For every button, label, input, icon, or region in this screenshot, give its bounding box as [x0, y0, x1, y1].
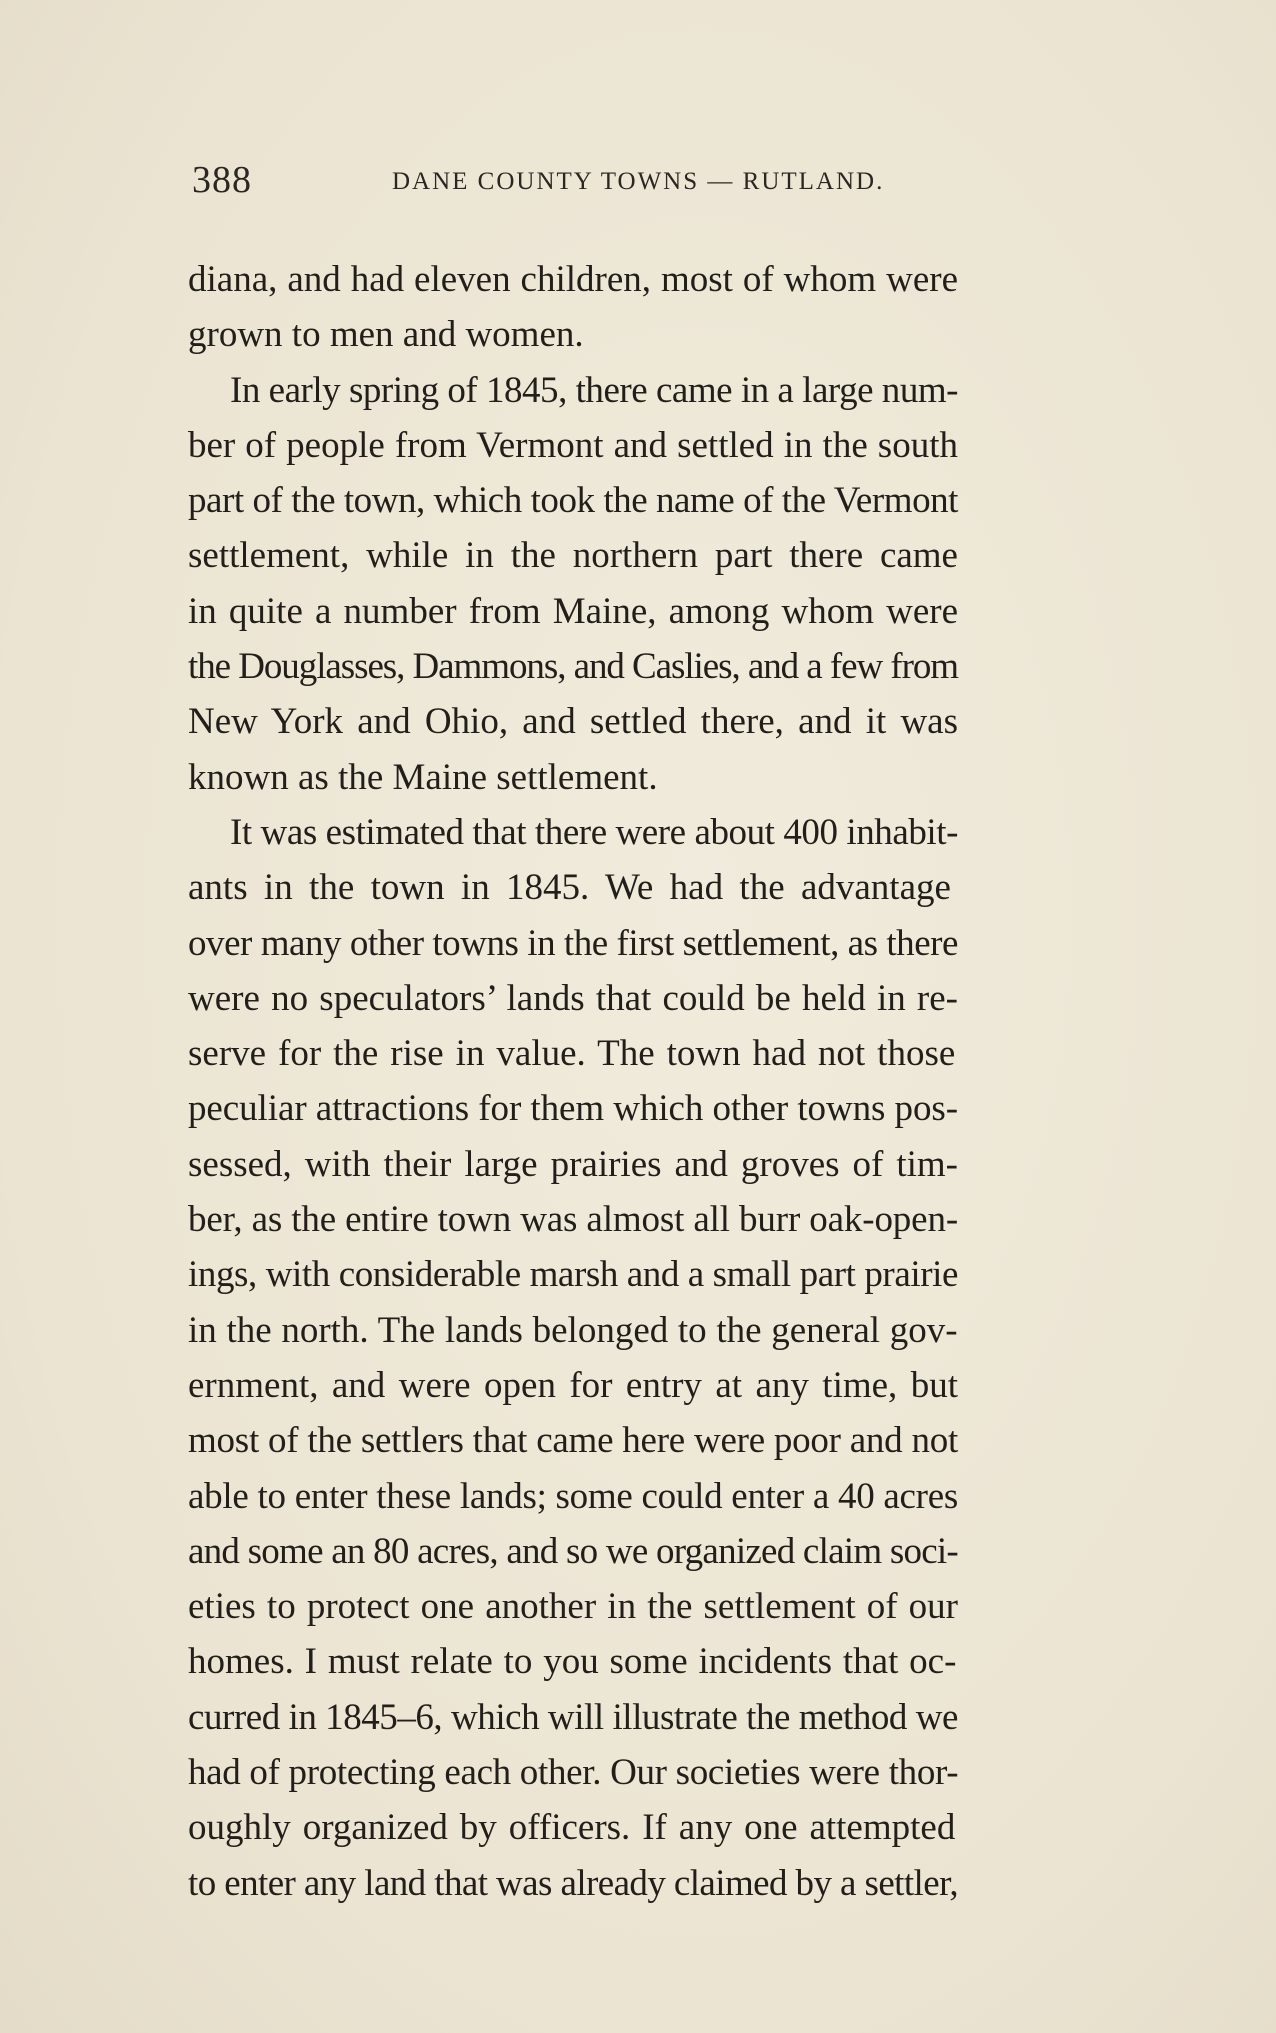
- text-line: most of the settlers that came here were poor and not: [188, 1420, 958, 1462]
- text-line: known as the Maine settlement.: [188, 756, 658, 798]
- text-line: diana, and had eleven children, most of whom were: [188, 259, 958, 300]
- text-line: oughly organized by officers. If any one attempted: [188, 1807, 956, 1849]
- text-line: in quite a number from Maine, among whom were: [188, 590, 958, 632]
- text-line: able to enter these lands; some could enter a 40 acres: [188, 1475, 958, 1517]
- text-line: ants in the town in 1845. We had the advantage: [188, 867, 951, 909]
- text-line: New York and Ohio, and settled there, and it was: [188, 701, 958, 743]
- page-number: 388: [192, 159, 252, 201]
- text-line: had of protecting each other. Our societies were thor-: [188, 1752, 959, 1794]
- text-line: homes. I must relate to you some incidents that oc-: [188, 1641, 957, 1683]
- text-line: sessed, with their large prairies and groves of tim-: [188, 1143, 958, 1185]
- text-line: ernment, and were open for entry at any time, but: [188, 1364, 958, 1406]
- body-text: [188, 252, 1188, 1911]
- text-line: eties to protect one another in the settlement of our: [188, 1586, 958, 1628]
- text-line: curred in 1845–6, which will illustrate the method we: [188, 1696, 958, 1738]
- text-line: grown to men and women.: [188, 314, 584, 356]
- text-line: to enter any land that was already claimed by a settler,: [188, 1862, 958, 1904]
- text-line: ber of people from Vermont and settled in the south: [188, 424, 958, 466]
- text-line: It was estimated that there were about 400 inhabit-: [230, 811, 958, 853]
- text-line: the Douglasses, Dammons, and Caslies, and a few from: [188, 646, 958, 688]
- text-line: In early spring of 1845, there came in a large num-: [230, 369, 958, 411]
- page-header: [192, 158, 1052, 218]
- text-line: ber, as the entire town was almost all burr oak-open-: [188, 1199, 958, 1241]
- text-line: and some an 80 acres, and so we organized claim soci-: [188, 1530, 959, 1572]
- text-line: were no speculators’ lands that could be held in re-: [188, 977, 958, 1019]
- text-line: in the north. The lands belonged to the general gov-: [188, 1309, 958, 1351]
- text-line: ings, with considerable marsh and a small part prairie: [188, 1254, 958, 1296]
- text-line: part of the town, which took the name of the Vermont: [188, 480, 958, 522]
- text-line: serve for the rise in value. The town had not those: [188, 1033, 956, 1075]
- running-head: DANE COUNTY TOWNS — RUTLAND.: [392, 168, 885, 195]
- text-line: over many other towns in the first settlement, as there: [188, 922, 958, 964]
- text-line: peculiar attractions for them which other towns pos-: [188, 1088, 958, 1130]
- text-line: settlement, while in the northern part there came: [188, 535, 958, 577]
